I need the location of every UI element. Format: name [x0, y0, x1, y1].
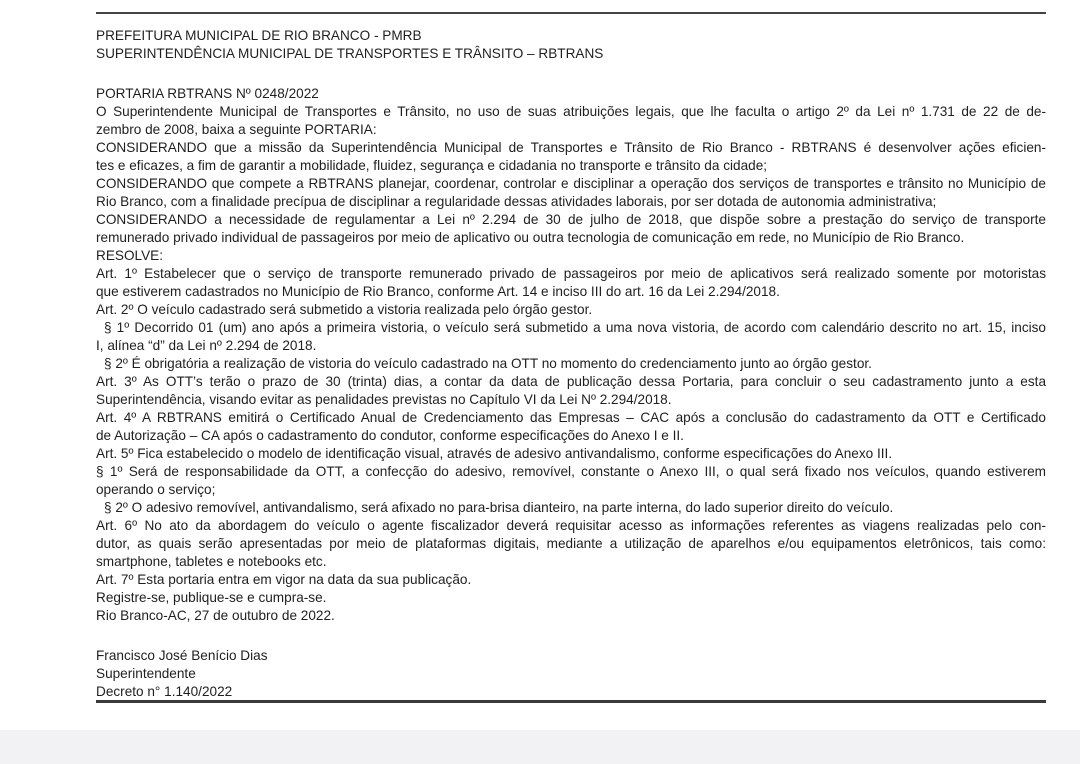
paragraph-line: § 1º Será de responsabilidade da OTT, a confecção do adesivo, removível, constante o Anexo III, o qual será fixado nos veículos, quando estiverem — [96, 464, 1046, 479]
paragraph-line: § 1º Decorrido 01 (um) ano após a primeira vistoria, o veículo será submetido a uma nova vistoria, de acordo com calendário descrito no art. 15, inciso — [104, 320, 1046, 335]
paragraph-line: operando o serviço; — [96, 482, 216, 497]
paragraph-line: § 2º É obrigatória a realização de vistoria do veículo cadastrado na OTT no momento do credenciamento junto ao órgão gestor. — [104, 356, 872, 371]
article-line: dutor, as quais serão apresentadas por meio de plataformas digitais, mediante a utilização de aparelhos e/ou equipamentos eletrônicos, tais como: — [96, 536, 1046, 551]
article-line: Superintendência, visando evitar as penalidades previstas no Capítulo VI da Lei Nº 2.294/2018. — [96, 392, 672, 407]
preamble-line: zembro de 2008, baixa a seguinte PORTARIA: — [96, 122, 377, 137]
spacer — [96, 63, 1046, 85]
signatory-role: Superintendente — [96, 666, 196, 681]
paragraph-line: § 2º O adesivo removível, antivandalismo, será afixado no para-brisa dianteiro, na parte interna, do lado superior direito do veículo. — [104, 500, 894, 515]
considerando-line: CONSIDERANDO a necessidade de regulamentar a Lei nº 2.294 de 30 de julho de 2018, que dispõe sobre a prestação do serviço de transporte — [96, 212, 1046, 227]
article-line: Art. 1º Estabelecer que o serviço de transporte remunerado privado de passageiros por meio de aplicativos será realizado somente por motoristas — [96, 266, 1046, 281]
article-line: Art. 5º Fica estabelecido o modelo de identificação visual, através de adesivo antivandalismo, conforme especificações do Anexo III. — [96, 446, 893, 461]
considerando-line: Rio Branco, com a finalidade precípua de disciplinar a regularidade dessas atividades laborais, por ser dotada de autonomia administrativa; — [96, 194, 937, 209]
article-line: Art. 7º Esta portaria entra em vigor na data da sua publicação. — [96, 572, 472, 587]
article-line: Art. 2º O veículo cadastrado será submetido a vistoria realizada pelo órgão gestor. — [96, 302, 593, 317]
document-body — [96, 27, 1046, 701]
paragraph-line: I, alínea “d” da Lei nº 2.294 de 2018. — [96, 338, 317, 353]
considerando-line: remunerado privado individual de passageiros por meio de aplicativo ou outra tecnologia de comunicação em rede, no Município de Rio Branco. — [96, 230, 965, 245]
article-line: Art. 4º A RBTRANS emitirá o Certificado Anual de Credenciamento das Empresas – CAC após a conclusão do cadastramento da OTT e Certificado — [96, 410, 1046, 425]
org-name: PREFEITURA MUNICIPAL DE RIO BRANCO - PMRB — [96, 28, 422, 43]
top-divider — [96, 12, 1046, 14]
agency-name: SUPERINTENDÊNCIA MUNICIPAL DE TRANSPORTES E TRÂNSITO – RBTRANS — [96, 46, 604, 61]
portaria-title: PORTARIA RBTRANS Nº 0248/2022 — [96, 86, 319, 101]
article-line: de Autorização – CA após o cadastramento do condutor, conforme especificações do Anexo I e II. — [96, 428, 684, 443]
preamble-line: O Superintendente Municipal de Transportes e Trânsito, no uso de suas atribuições legais, que lhe faculta o artigo 2º da Lei nº 1.731 de 22 de de- — [96, 104, 1046, 119]
article-line: smartphone, tabletes e notebooks etc. — [96, 554, 327, 569]
article-line: que estiverem cadastrados no Município de Rio Branco, conforme Art. 14 e inciso III do art. 16 da Lei 2.294/2018. — [96, 284, 780, 299]
considerando-line: CONSIDERANDO que compete a RBTRANS planejar, coordenar, controlar e disciplinar a operação dos serviços de transportes e trânsito no Município de — [96, 176, 1046, 191]
signatory-decree: Decreto n° 1.140/2022 — [96, 684, 233, 699]
considerando-line: tes e eficazes, a fim de garantir a mobilidade, fluidez, segurança e cidadania no transporte e trânsito da cidade; — [96, 158, 768, 173]
article-line: Art. 3º As OTT’s terão o prazo de 30 (trinta) dias, a contar da data de publicação dessa Portaria, para concluir o seu cadastramento junto a esta — [96, 374, 1046, 389]
spacer — [96, 625, 1046, 647]
page-footer-band — [0, 730, 1080, 764]
signatory-name: Francisco José Benício Dias — [96, 648, 268, 663]
considerando-line: CONSIDERANDO que a missão da Superintendência Municipal de Transportes e Trânsito de Rio Branco - RBTRANS é desenvolver ações eficien- — [96, 140, 1046, 155]
bottom-divider — [96, 700, 1046, 703]
article-line: Art. 6º No ato da abordagem do veículo o agente fiscalizador deverá requisitar acesso as informações referentes as viagens realizadas pelo con- — [96, 518, 1046, 533]
resolve-heading: RESOLVE: — [96, 248, 163, 263]
closing-line: Registre-se, publique-se e cumpra-se. — [96, 590, 327, 605]
place-date: Rio Branco-AC, 27 de outubro de 2022. — [96, 608, 335, 623]
